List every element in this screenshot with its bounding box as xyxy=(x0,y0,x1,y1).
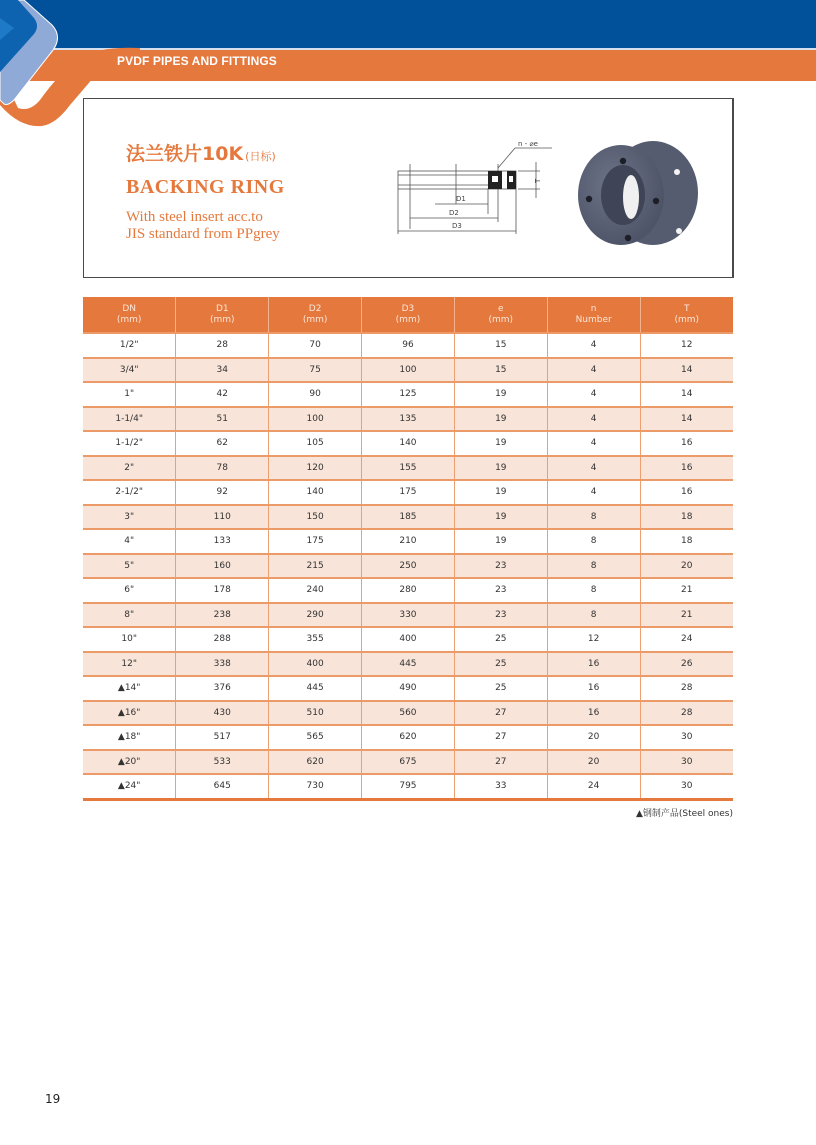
product-subtitle xyxy=(126,209,280,243)
table-row xyxy=(83,603,733,628)
table-cell-dn: 3/4" xyxy=(83,358,176,383)
table-cell-e: 27 xyxy=(454,725,547,750)
table-cell-d1: 28 xyxy=(176,333,269,358)
table-cell-t: 20 xyxy=(640,554,733,579)
page-number: 19 xyxy=(45,1092,61,1106)
product-title-cn-text: 法兰铁片10K xyxy=(126,143,244,165)
table-cell-n: 4 xyxy=(547,407,640,432)
table-cell-dn: 8" xyxy=(83,603,176,628)
table-cell-t: 21 xyxy=(640,578,733,603)
column-header-name: e xyxy=(498,303,504,314)
table-cell-d3: 445 xyxy=(362,652,455,677)
table-row xyxy=(83,676,733,701)
table-cell-d2: 150 xyxy=(269,505,362,530)
table-row xyxy=(83,358,733,383)
table-cell-d2: 105 xyxy=(269,431,362,456)
table-cell-d1: 133 xyxy=(176,529,269,554)
table-cell-n: 4 xyxy=(547,456,640,481)
table-cell-dn: 1-1/4" xyxy=(83,407,176,432)
label-thickness: T xyxy=(534,178,542,183)
table-cell-dn: 1" xyxy=(83,382,176,407)
table-cell-d1: 110 xyxy=(176,505,269,530)
table-cell-dn: ▲18" xyxy=(83,725,176,750)
table-cell-t: 14 xyxy=(640,358,733,383)
table-row xyxy=(83,652,733,677)
table-cell-n: 8 xyxy=(547,603,640,628)
column-header-unit: (mm) xyxy=(674,314,700,325)
table-cell-d1: 533 xyxy=(176,750,269,775)
table-cell-t: 16 xyxy=(640,480,733,505)
table-cell-dn: ▲16" xyxy=(83,701,176,726)
table-cell-n: 8 xyxy=(547,529,640,554)
table-cell-d2: 730 xyxy=(269,774,362,799)
table-cell-d3: 100 xyxy=(362,358,455,383)
table-cell-e: 25 xyxy=(454,676,547,701)
table-cell-dn: ▲24" xyxy=(83,774,176,799)
table-row xyxy=(83,725,733,750)
table-cell-e: 25 xyxy=(454,652,547,677)
label-holes: n - ⌀e xyxy=(518,140,538,148)
table-cell-d2: 75 xyxy=(269,358,362,383)
column-header-unit: (mm) xyxy=(488,314,514,325)
table-cell-d1: 51 xyxy=(176,407,269,432)
table-cell-d2: 565 xyxy=(269,725,362,750)
table-cell-d3: 620 xyxy=(362,725,455,750)
table-cell-d2: 445 xyxy=(269,676,362,701)
table-cell-e: 19 xyxy=(454,407,547,432)
table-cell-n: 8 xyxy=(547,578,640,603)
table-cell-e: 19 xyxy=(454,480,547,505)
table-cell-d3: 250 xyxy=(362,554,455,579)
column-header-unit: (mm) xyxy=(302,314,328,325)
table-cell-d3: 795 xyxy=(362,774,455,799)
table-cell-d1: 645 xyxy=(176,774,269,799)
table-row xyxy=(83,456,733,481)
table-cell-t: 30 xyxy=(640,774,733,799)
column-header-name: D1 xyxy=(215,303,229,314)
column-header-d3 xyxy=(362,297,455,333)
table-cell-d3: 96 xyxy=(362,333,455,358)
table-cell-t: 28 xyxy=(640,701,733,726)
table-cell-d1: 288 xyxy=(176,627,269,652)
table-cell-n: 20 xyxy=(547,750,640,775)
table-cell-n: 8 xyxy=(547,554,640,579)
table-cell-d3: 155 xyxy=(362,456,455,481)
table-cell-d3: 140 xyxy=(362,431,455,456)
table-cell-d2: 90 xyxy=(269,382,362,407)
label-d3: D3 xyxy=(452,222,462,230)
table-cell-t: 14 xyxy=(640,407,733,432)
table-cell-t: 16 xyxy=(640,456,733,481)
technical-drawing xyxy=(390,134,560,244)
section-title: PVDF PIPES AND FITTINGS xyxy=(117,54,277,68)
table-cell-dn: 2" xyxy=(83,456,176,481)
table-cell-t: 18 xyxy=(640,529,733,554)
spec-table xyxy=(83,297,733,801)
table-cell-n: 16 xyxy=(547,652,640,677)
table-cell-e: 27 xyxy=(454,701,547,726)
table-cell-d2: 620 xyxy=(269,750,362,775)
table-cell-dn: 2-1/2" xyxy=(83,480,176,505)
table-cell-d3: 560 xyxy=(362,701,455,726)
table-cell-e: 19 xyxy=(454,431,547,456)
table-cell-dn: 1/2" xyxy=(83,333,176,358)
column-header-n xyxy=(547,297,640,333)
table-row xyxy=(83,505,733,530)
column-header-e xyxy=(454,297,547,333)
table-cell-d1: 62 xyxy=(176,431,269,456)
table-cell-d3: 135 xyxy=(362,407,455,432)
table-cell-d1: 430 xyxy=(176,701,269,726)
table-cell-dn: 5" xyxy=(83,554,176,579)
table-row xyxy=(83,382,733,407)
table-cell-d3: 175 xyxy=(362,480,455,505)
table-cell-t: 30 xyxy=(640,725,733,750)
table-cell-d2: 290 xyxy=(269,603,362,628)
table-row xyxy=(83,627,733,652)
table-cell-e: 15 xyxy=(454,333,547,358)
table-row xyxy=(83,431,733,456)
table-cell-t: 21 xyxy=(640,603,733,628)
table-cell-dn: 1-1/2" xyxy=(83,431,176,456)
table-cell-t: 16 xyxy=(640,431,733,456)
product-title-cn-suffix: (日标) xyxy=(245,150,276,163)
table-cell-d1: 34 xyxy=(176,358,269,383)
column-header-unit: (mm) xyxy=(395,314,421,325)
table-cell-d1: 178 xyxy=(176,578,269,603)
table-cell-n: 8 xyxy=(547,505,640,530)
column-header-name: D2 xyxy=(308,303,322,314)
table-cell-e: 33 xyxy=(454,774,547,799)
table-cell-d2: 140 xyxy=(269,480,362,505)
column-header-d1 xyxy=(176,297,269,333)
column-header-unit: Number xyxy=(575,314,612,325)
table-cell-d1: 238 xyxy=(176,603,269,628)
table-cell-d3: 185 xyxy=(362,505,455,530)
table-cell-dn: ▲20" xyxy=(83,750,176,775)
table-cell-d2: 70 xyxy=(269,333,362,358)
table-cell-d2: 175 xyxy=(269,529,362,554)
table-cell-dn: ▲14" xyxy=(83,676,176,701)
table-cell-n: 4 xyxy=(547,480,640,505)
table-cell-dn: 3" xyxy=(83,505,176,530)
table-cell-e: 23 xyxy=(454,603,547,628)
label-d2: D2 xyxy=(449,209,459,217)
table-row xyxy=(83,529,733,554)
table-cell-n: 4 xyxy=(547,382,640,407)
table-cell-d3: 675 xyxy=(362,750,455,775)
table-cell-d2: 215 xyxy=(269,554,362,579)
table-cell-e: 19 xyxy=(454,529,547,554)
table-cell-e: 19 xyxy=(454,505,547,530)
column-header-name: T xyxy=(684,303,690,314)
table-cell-n: 4 xyxy=(547,333,640,358)
table-row xyxy=(83,701,733,726)
table-cell-e: 19 xyxy=(454,382,547,407)
product-subtitle-line1: With steel insert acc.to xyxy=(126,209,263,225)
table-cell-n: 20 xyxy=(547,725,640,750)
table-cell-e: 23 xyxy=(454,578,547,603)
column-header-unit: (mm) xyxy=(209,314,235,325)
table-cell-d1: 78 xyxy=(176,456,269,481)
table-cell-e: 15 xyxy=(454,358,547,383)
table-cell-dn: 12" xyxy=(83,652,176,677)
product-info-box xyxy=(83,98,734,278)
table-cell-d1: 517 xyxy=(176,725,269,750)
table-cell-d3: 125 xyxy=(362,382,455,407)
table-row xyxy=(83,554,733,579)
table-cell-e: 27 xyxy=(454,750,547,775)
table-cell-e: 19 xyxy=(454,456,547,481)
column-header-t xyxy=(640,297,733,333)
table-row xyxy=(83,407,733,432)
table-cell-d2: 355 xyxy=(269,627,362,652)
table-cell-d1: 42 xyxy=(176,382,269,407)
table-cell-dn: 10" xyxy=(83,627,176,652)
steel-footnote: ▲钢制产品(Steel ones) xyxy=(635,809,733,819)
table-cell-d3: 330 xyxy=(362,603,455,628)
table-cell-t: 18 xyxy=(640,505,733,530)
table-cell-t: 12 xyxy=(640,333,733,358)
table-cell-e: 25 xyxy=(454,627,547,652)
table-cell-d3: 280 xyxy=(362,578,455,603)
table-cell-d1: 376 xyxy=(176,676,269,701)
table-cell-d1: 160 xyxy=(176,554,269,579)
table-cell-n: 12 xyxy=(547,627,640,652)
table-row xyxy=(83,750,733,775)
table-cell-n: 4 xyxy=(547,358,640,383)
product-subtitle-line2: JIS standard from PPgrey xyxy=(126,226,280,242)
table-cell-e: 23 xyxy=(454,554,547,579)
table-cell-d3: 400 xyxy=(362,627,455,652)
table-cell-t: 28 xyxy=(640,676,733,701)
column-header-name: n xyxy=(590,303,597,314)
table-cell-d2: 240 xyxy=(269,578,362,603)
table-cell-d2: 400 xyxy=(269,652,362,677)
table-cell-d3: 210 xyxy=(362,529,455,554)
table-cell-t: 26 xyxy=(640,652,733,677)
table-cell-n: 16 xyxy=(547,676,640,701)
table-cell-n: 16 xyxy=(547,701,640,726)
column-header-unit: (mm) xyxy=(116,314,142,325)
table-cell-t: 24 xyxy=(640,627,733,652)
table-cell-n: 4 xyxy=(547,431,640,456)
column-header-name: D3 xyxy=(401,303,415,314)
table-row xyxy=(83,774,733,799)
table-header-row xyxy=(83,297,733,333)
table-cell-d3: 490 xyxy=(362,676,455,701)
table-cell-t: 30 xyxy=(640,750,733,775)
column-header-dn xyxy=(83,297,176,333)
table-cell-dn: 6" xyxy=(83,578,176,603)
column-header-d2 xyxy=(269,297,362,333)
table-row xyxy=(83,333,733,358)
table-cell-d1: 92 xyxy=(176,480,269,505)
table-row xyxy=(83,480,733,505)
table-cell-d2: 100 xyxy=(269,407,362,432)
product-title-en: BACKING RING xyxy=(126,176,285,198)
table-cell-dn: 4" xyxy=(83,529,176,554)
backing-ring-photo xyxy=(571,139,701,254)
table-row xyxy=(83,578,733,603)
table-cell-d1: 338 xyxy=(176,652,269,677)
label-d1: D1 xyxy=(456,195,466,203)
table-cell-n: 24 xyxy=(547,774,640,799)
product-title-cn xyxy=(126,139,276,166)
table-cell-d2: 120 xyxy=(269,456,362,481)
column-header-name: DN xyxy=(122,303,136,314)
table-cell-d2: 510 xyxy=(269,701,362,726)
table-cell-t: 14 xyxy=(640,382,733,407)
